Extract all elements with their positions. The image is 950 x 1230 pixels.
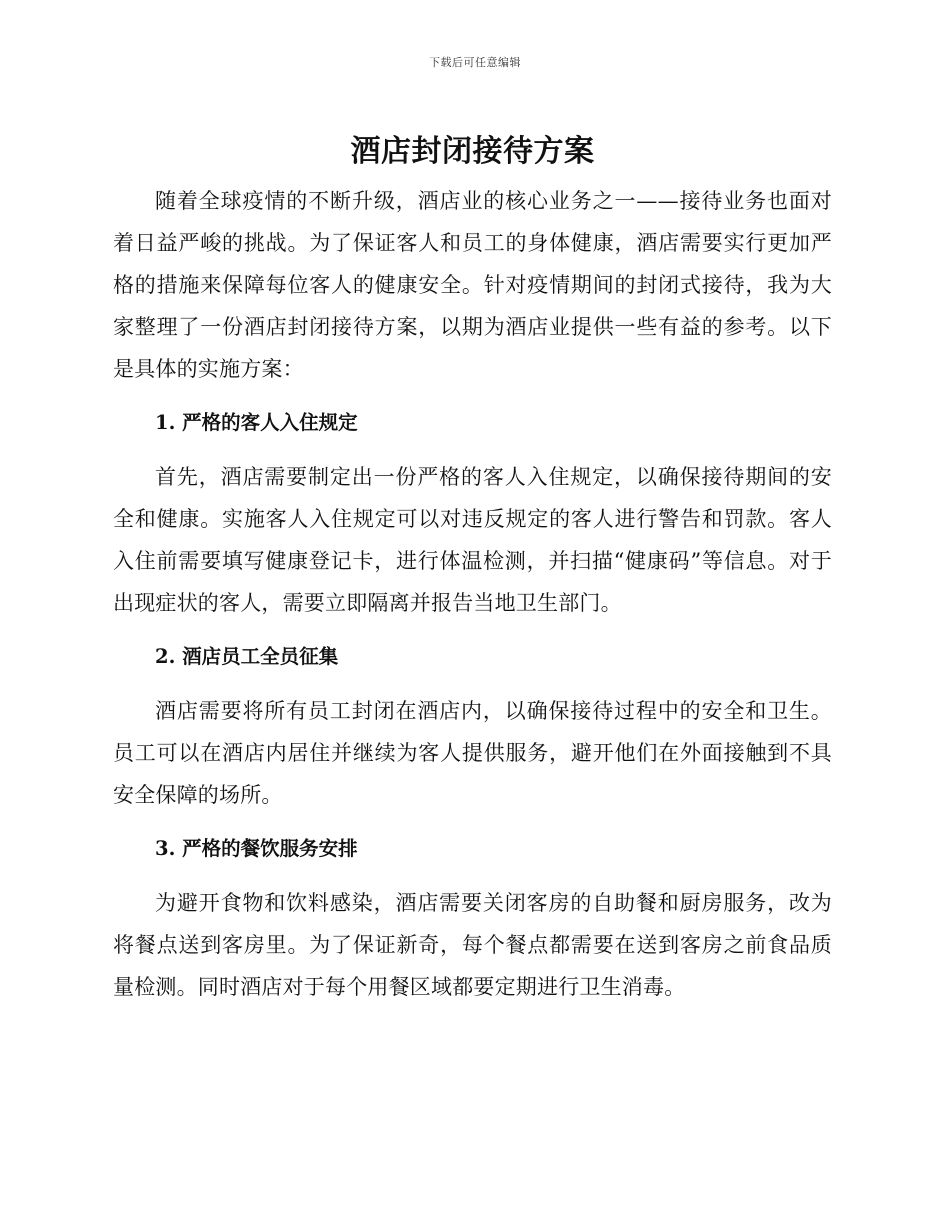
intro-paragraph: 随着全球疫情的不断升级，酒店业的核心业务之一——接待业务也面对着日益严峻的挑战。为了保证客人和员工的身体健康，酒店需要实行更加严格的措施来保障每位客人的健康安全。针对疫情期间的封闭式接待，我为大家整理了一份酒店封闭接待方案，以期为酒店业提供一些有益的参考。以下是具体的实施方案： (113, 189, 832, 381)
section-body: 酒店需要将所有员工封闭在酒店内，以确保接待过程中的安全和卫生。员工可以在酒店内居住并继续为客人提供服务，避开他们在外面接触到不具安全保障的场所。 (113, 699, 832, 807)
section-heading: 2. 酒店员工全员征集 (155, 645, 339, 668)
page-header-note: 下载后可任意编辑 (429, 56, 521, 69)
document-title: 酒店封闭接待方案 (350, 134, 595, 169)
section-heading: 3. 严格的餐饮服务安排 (155, 837, 358, 860)
section-heading: 1. 严格的客人入住规定 (155, 411, 358, 434)
document-page (113, 128, 832, 1008)
section-body: 首先，酒店需要制定出一份严格的客人入住规定，以确保接待期间的安全和健康。实施客人入住规定可以对违反规定的客人进行警告和罚款。客人入住前需要填写健康登记卡，进行体温检测，并扫描“健康码”等信息。对于出现症状的客人，需要立即隔离并报告当地卫生部门。 (113, 465, 832, 615)
section-2 (113, 636, 832, 816)
section-1 (113, 402, 832, 624)
section-body: 为避开食物和饮料感染，酒店需要关闭客房的自助餐和厨房服务，改为将餐点送到客房里。为了保证新奇，每个餐点都需要在送到客房之前食品质量检测。同时酒店对于每个用餐区域都要定期进行卫生消毒。 (113, 891, 832, 999)
section-3 (113, 828, 832, 1008)
